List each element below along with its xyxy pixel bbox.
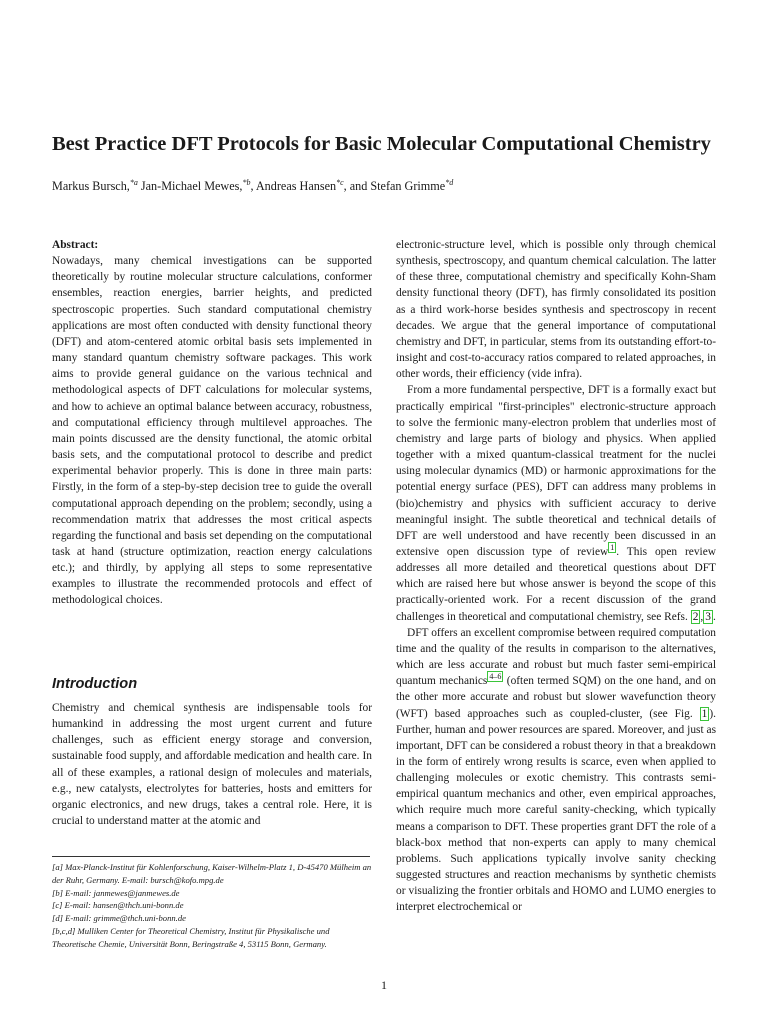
abstract-label: Abstract: xyxy=(52,239,99,251)
body-paragraph: From a more fundamental perspective, DFT is a formally exact but practically empirical "first-principles" electronic-structure approach to solve the fermionic many-electron problem that underlies most of chemistry and large parts of biology and physics. When applied together with a mixed quantum-classical treatment for the nuclei using molecular dynamics (MD) or harmonic approximations for the potential energy surface (PES), DFT can address many problems in (bio)chemistry and physics with sufficient accuracy to derive meaningful insight. The subtle theoretical and technical details of DFT are well understood and have recently been discussed in an extensive open discussion type of review $^1$ . This open review addresses all more detailed and theoretical questions about DFT which are raised here but whose answer is beyond the scope of this practically-oriented work. For a recent discussion of the grand challenges in theoretical and computational chemistry, see Refs. 2 , 3 . xyxy=(396,384,716,623)
author-name: Jan-Michael Mewes, xyxy=(140,179,243,194)
footnote: [a] Max-Planck-Institut für Kohlenforschung, Kaiser-Wilhelm-Platz 1, D-45470 Mülheim an der Ruhr, Germany. E-mail: bursch@kofo.mpg.de xyxy=(52,862,372,885)
author-affiliation-mark: *d xyxy=(445,178,454,187)
introduction-paragraph: Chemistry and chemical synthesis are indispensable tools for humankind in addressing the most urgent current and future challenges, such as efficient energy storage and conversion, sustainable food supply, and affordable medication and health care. In all of these examples, a rational design of molecules and materials, e.g., new catalysts, electrolytes for batteries, hosts and emitters for organic electronics, and new drugs, takes a central role. Here, it is crucial to understand matter at the atomic and xyxy=(52,702,372,828)
footnote: [d] E-mail: grimme@thch.uni-bonn.de xyxy=(52,913,186,924)
footnote: [c] E-mail: hansen@thch.uni-bonn.de xyxy=(52,900,184,911)
body-paragraph: DFT offers an excellent compromise between required computation time and the quality of the results in comparison to the alternatives, which are less accurate and robust but much faster semi-empirical quantum mechanics $^{4-6}$ (often termed SQM) on the one hand, and on the other more accurate and robust but slower wavefunction theory (WFT) based approaches such as coupled-cluster, (see Fig. 1 ). Further, human and power resources are spared. Moreover, and just as important, DFT can be considered a robust theory in that a breakdown in the form of entirely wrong results is scarce, even when applied to challenging molecules or exotic chemistry. This contrasts semi-empirical quantum mechanics and other, even empirical approaches, which require much more careful sanity-checking, which typically means a comparison to DFT. These properties grant DFT the role of a black-box method that non-experts can apply to many chemical problems. Such applications typically involve sanity checking suggested structures and reaction mechanisms by synthetic chemists or visualizing the frontier orbitals and HOMO and LUMO energies to interpret electrochemical or xyxy=(396,626,717,914)
right-column xyxy=(396,237,716,916)
abstract-text: Nowadays, many chemical investigations can be supported theoretically by routine molecular structure calculations, conformer ensembles, reaction energies, barrier heights, and predicted spectroscopic properties. Such standard computational chemistry applications are most often conducted with density functional theory (DFT) and atom-centered atomic orbital basis sets implemented in many standard quantum chemistry software packages. This work aims to provide general guidance on the various technical and methodological aspects of DFT calculations for molecular systems, and how to achieve an optimal balance between accuracy, robustness, and computational efficiency through multilevel approaches. The main points discussed are the density functional, the atomic orbital basis sets, and the computational protocol to describe and predict experimental behavior properly. This is done in three main parts: Firstly, in the form of a step-by-step decision tree to guide the overall computational approach depending on the problem; secondly, using a recommendation matrix that addresses the most critical aspects regarding the functional and basis set depending on the computational task at hand (structure optimization, reaction energy calculations etc.); and thirdly, by applying all steps to some representative examples to illustrate the recommended protocols and effect of methodological choices. xyxy=(52,255,372,607)
author-list: Markus Bursch,$^{*a}$ Jan-Michael Mewes,$^{*b}$, Andreas Hansen$^{*c}$, and Stefan Grimme$^{*d}$ xyxy=(52,178,454,194)
citation-link[interactable]: 3 xyxy=(705,610,711,623)
footnote: [b] E-mail: janmewes@janmewes.de xyxy=(52,887,180,898)
citation-link[interactable]: 2 xyxy=(692,610,699,623)
author-name: Andreas Hansen xyxy=(255,179,337,194)
author-name: and Stefan Grimme xyxy=(349,179,446,194)
footnote-divider xyxy=(52,856,370,857)
paper-title: Best Practice DFT Protocols for Basic Molecular Computational Chemistry xyxy=(52,133,711,155)
citation-link[interactable]: 4–6 xyxy=(489,672,502,682)
introduction-section xyxy=(52,700,372,829)
abstract-section xyxy=(52,237,372,609)
author-affiliation-mark: *a xyxy=(129,178,138,187)
page-number: 1 xyxy=(381,978,387,992)
figure-link[interactable]: 1 xyxy=(701,707,708,720)
body-paragraph: electronic-structure level, which is possible only through chemical synthesis, spectroscopy, and quantum chemical calculation. The latter of these three, computational chemistry and specifically Kohn-Sham density functional theory (DFT), has firmly consolidated its position as a third work-horse besides synthesis and spectroscopy in recent decades. We argue that the general importance of computational chemistry and DFT, in particular, stems from its outstanding effort-to-insight and cost-to-accuracy ratios compared to related approaches, in other words, their efficiency (vide infra). xyxy=(396,239,716,381)
footnotes xyxy=(52,861,372,951)
footnote: [b,c,d] Mulliken Center for Theoretical Chemistry, Institut für Physikalische und Theoretische Chemie, Universität Bonn, Beringstraße 4, 53115 Bonn, Germany. xyxy=(52,925,330,949)
author-name: Markus Bursch, xyxy=(52,179,130,194)
citation-link[interactable]: 1 xyxy=(610,543,615,553)
author-affiliation-mark: *b xyxy=(242,178,251,187)
section-heading-introduction: Introduction xyxy=(52,676,138,692)
author-affiliation-mark: *c xyxy=(336,178,344,187)
